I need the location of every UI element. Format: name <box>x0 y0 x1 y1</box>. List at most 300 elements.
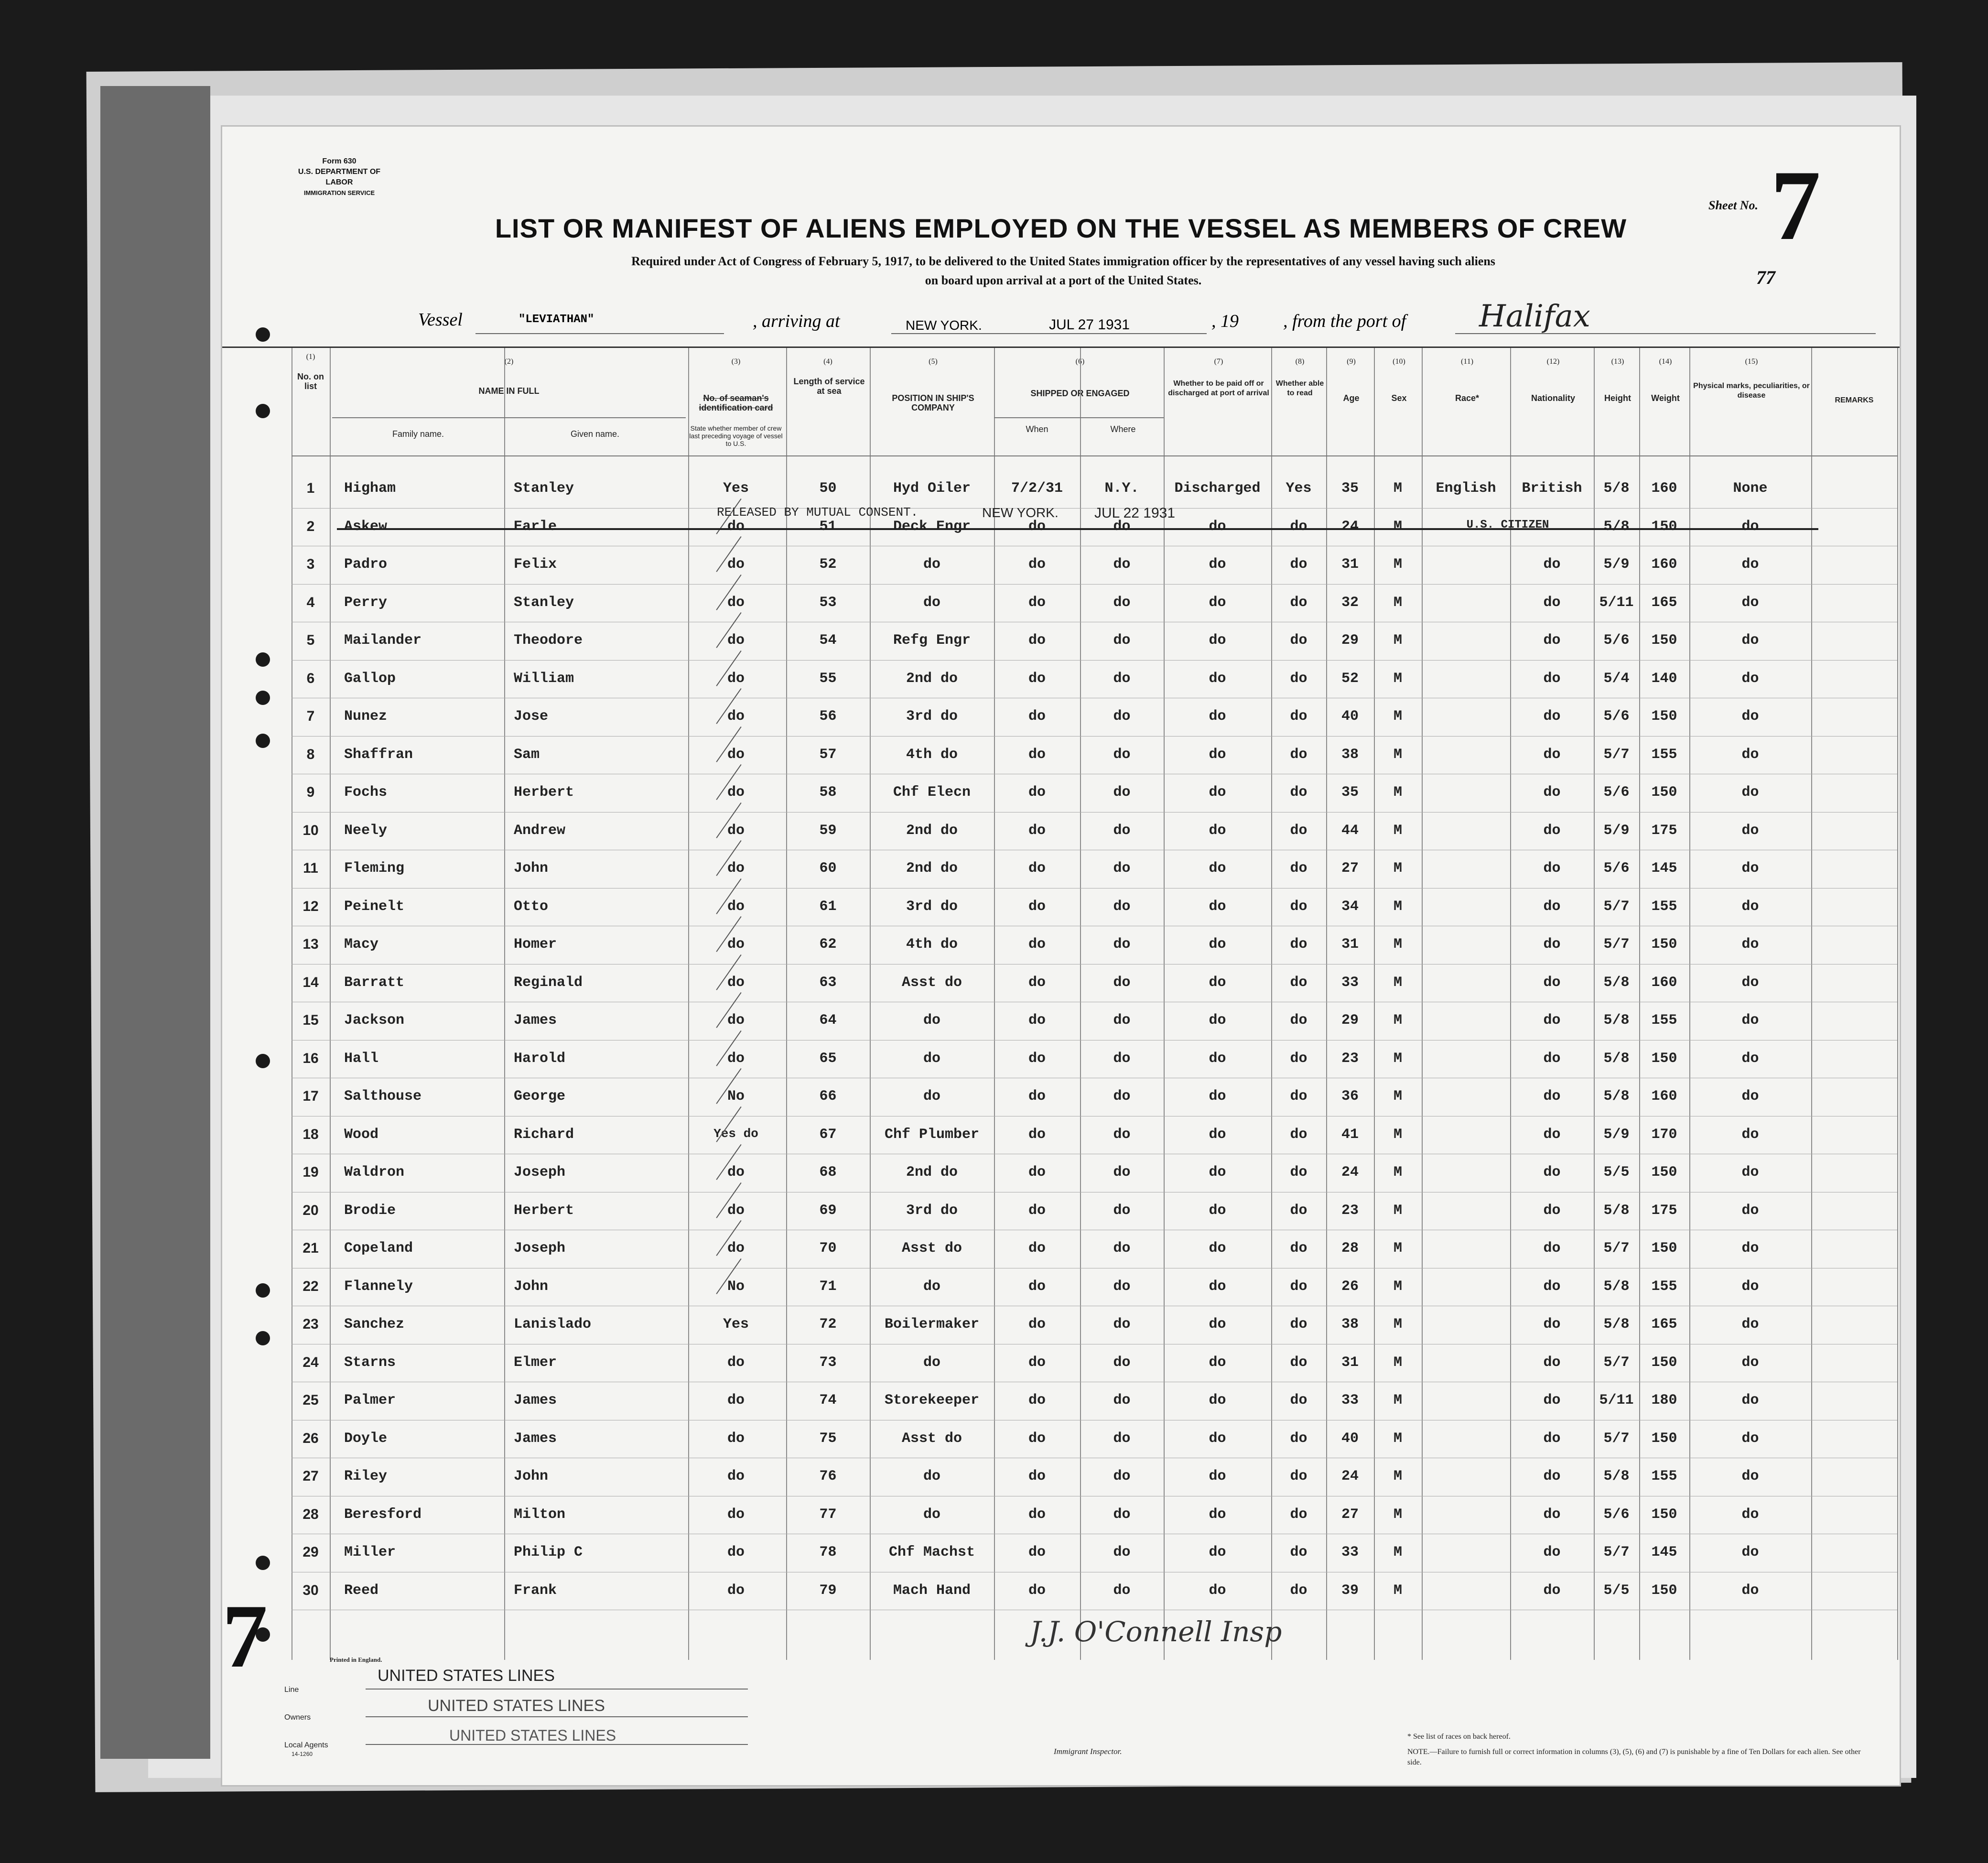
cell-nationality: do <box>1543 1164 1561 1181</box>
table-column-rule <box>1164 348 1165 1660</box>
cell-where: do <box>1113 1088 1131 1105</box>
cell-read: do <box>1290 1582 1307 1599</box>
cell-age: 36 <box>1341 1088 1359 1105</box>
cell-family: Salthouse <box>344 1088 422 1105</box>
cell-age: 34 <box>1341 898 1359 915</box>
cell-service: 72 <box>819 1316 837 1332</box>
cell-when: do <box>1028 1468 1046 1484</box>
cell-nationality: do <box>1543 1582 1561 1599</box>
cell-age: 44 <box>1341 822 1359 839</box>
release-stamp-date: JUL 22 1931 <box>1094 505 1176 521</box>
cell-position: Asst do <box>901 1240 962 1256</box>
row-number: 15 <box>303 1012 319 1028</box>
cell-given: Lanislado <box>514 1316 592 1332</box>
cell-where: do <box>1113 1012 1131 1029</box>
table-column-rule <box>1689 348 1690 1660</box>
cell-weight: 150 <box>1651 1354 1677 1371</box>
cell-read: do <box>1290 860 1307 877</box>
cell-where: do <box>1113 1544 1131 1560</box>
cell-service: 52 <box>819 556 837 573</box>
sheet-subnumber: 77 <box>1756 267 1775 288</box>
cell-height: 5/8 <box>1603 1012 1630 1029</box>
cell-read: do <box>1290 594 1307 611</box>
cell-position: do <box>923 1468 940 1484</box>
cell-paid: do <box>1209 860 1226 877</box>
cell-when: do <box>1028 1430 1046 1447</box>
cell-sex: M <box>1393 1012 1402 1029</box>
cell-given: Reginald <box>514 974 583 991</box>
cell-weight: 155 <box>1651 1012 1677 1029</box>
cell-crew: No <box>727 1088 745 1105</box>
row-number: 14 <box>303 974 319 990</box>
row-number: 21 <box>303 1240 319 1256</box>
cell-sex: M <box>1393 1316 1402 1332</box>
cell-marks: do <box>1741 632 1759 649</box>
cell-given: Frank <box>514 1582 557 1599</box>
row-number: 25 <box>303 1392 319 1408</box>
col-2-header: NAME IN FULL <box>478 386 540 396</box>
punch-hole <box>256 327 270 342</box>
cell-when: do <box>1028 822 1046 839</box>
row-number: 30 <box>303 1582 319 1598</box>
cell-where: do <box>1113 784 1131 801</box>
cell-read: do <box>1290 822 1307 839</box>
cell-crew: do <box>727 974 745 991</box>
release-stamp: RELEASED BY MUTUAL CONSENT. <box>717 505 918 520</box>
struck-row-line <box>337 528 1818 530</box>
cell-paid: do <box>1209 518 1226 535</box>
cell-position: Deck Engr <box>893 518 971 535</box>
cell-given: Richard <box>514 1126 574 1143</box>
row-number: 5 <box>306 632 315 648</box>
cell-sex: M <box>1393 1544 1402 1560</box>
cell-service: 62 <box>819 936 837 953</box>
cell-family: Wood <box>344 1126 379 1143</box>
table-column-rule <box>330 348 331 1660</box>
cell-family: Nunez <box>344 708 388 725</box>
cell-service: 54 <box>819 632 837 649</box>
cell-paid: do <box>1209 594 1226 611</box>
cell-where: do <box>1113 1202 1131 1219</box>
cell-family: Shaffran <box>344 746 413 763</box>
cell-weight: 155 <box>1651 1468 1677 1484</box>
cell-height: 5/7 <box>1603 1544 1630 1560</box>
cell-read: do <box>1290 1012 1307 1029</box>
cell-service: 71 <box>819 1278 837 1295</box>
cell-weight: 160 <box>1651 1088 1677 1105</box>
shipped-subheader-rule <box>994 417 1164 418</box>
cell-age: 35 <box>1341 784 1359 801</box>
arrival-date-stamp: JUL 27 1931 <box>1049 317 1130 333</box>
cell-paid: do <box>1209 1392 1226 1408</box>
cell-position: do <box>923 1278 940 1295</box>
cell-position: 4th do <box>906 746 958 763</box>
cell-marks: do <box>1741 1316 1759 1332</box>
cell-marks: do <box>1741 1278 1759 1295</box>
cell-read: do <box>1290 974 1307 991</box>
owners-value: UNITED STATES LINES <box>428 1697 605 1715</box>
cell-when: do <box>1028 594 1046 611</box>
cell-sex: M <box>1393 670 1402 687</box>
cell-family: Barratt <box>344 974 405 991</box>
cell-crew: do <box>727 1430 745 1447</box>
cell-when: 7/2/31 <box>1011 480 1063 497</box>
line-value: UNITED STATES LINES <box>378 1667 555 1685</box>
table-column-rule <box>688 348 689 1660</box>
cell-height: 5/6 <box>1603 860 1630 877</box>
cell-height: 5/5 <box>1603 1582 1630 1599</box>
cell-weight: 165 <box>1651 594 1677 611</box>
cell-given: Milton <box>514 1506 566 1523</box>
cell-where: do <box>1113 1468 1131 1484</box>
form-number: Form 630 <box>322 157 357 165</box>
cell-sex: M <box>1393 1392 1402 1408</box>
cell-service: 79 <box>819 1582 837 1599</box>
col-7-number: (7) <box>1214 357 1223 366</box>
cell-age: 23 <box>1341 1202 1359 1219</box>
cell-when: do <box>1028 746 1046 763</box>
cell-service: 55 <box>819 670 837 687</box>
cell-age: 31 <box>1341 1354 1359 1371</box>
cell-position: do <box>923 1088 940 1105</box>
col-14-header: Weight <box>1651 393 1680 403</box>
table-column-rule <box>1271 348 1272 1660</box>
cell-crew: do <box>727 1544 745 1560</box>
cell-weight: 150 <box>1651 936 1677 953</box>
cell-age: 52 <box>1341 670 1359 687</box>
cell-marks: do <box>1741 1088 1759 1105</box>
cell-weight: 175 <box>1651 1202 1677 1219</box>
cell-when: do <box>1028 1316 1046 1332</box>
cell-crew: do <box>727 1012 745 1029</box>
cell-when: do <box>1028 1202 1046 1219</box>
cell-crew: do <box>727 860 745 877</box>
col-7-header: Whether to be paid off or discharged at port of arrival <box>1168 379 1269 397</box>
cell-paid: do <box>1209 784 1226 801</box>
cell-given: Elmer <box>514 1354 557 1371</box>
cell-height: 5/6 <box>1603 784 1630 801</box>
cell-nationality: do <box>1543 784 1561 801</box>
cell-sex: M <box>1393 1506 1402 1523</box>
cell-given: Harold <box>514 1050 566 1067</box>
cell-position: 2nd do <box>906 822 958 839</box>
cell-service: 56 <box>819 708 837 725</box>
inspector-label: Immigrant Inspector. <box>1054 1747 1122 1756</box>
cell-service: 69 <box>819 1202 837 1219</box>
cell-service: 50 <box>819 480 837 497</box>
cell-position: Boilermaker <box>884 1316 980 1332</box>
cell-marks: do <box>1741 1392 1759 1408</box>
cell-when: do <box>1028 518 1046 535</box>
col-11-number: (11) <box>1460 357 1474 366</box>
cell-service: 51 <box>819 518 837 535</box>
owners-underline <box>366 1716 748 1717</box>
cell-paid: do <box>1209 1088 1226 1105</box>
row-number: 4 <box>306 594 315 610</box>
cell-where: do <box>1113 1050 1131 1067</box>
cell-position: 2nd do <box>906 1164 958 1181</box>
cell-when: do <box>1028 1582 1046 1599</box>
cell-family: Palmer <box>344 1392 396 1408</box>
cell-paid: do <box>1209 974 1226 991</box>
cell-given: Joseph <box>514 1164 566 1181</box>
cell-marks: do <box>1741 898 1759 915</box>
cell-given: Stanley <box>514 480 574 497</box>
cell-marks: do <box>1741 1126 1759 1143</box>
cell-read: do <box>1290 1202 1307 1219</box>
col-10-header: Sex <box>1391 393 1407 403</box>
col-5-number: (5) <box>929 357 938 366</box>
cell-age: 27 <box>1341 1506 1359 1523</box>
row-number: 23 <box>303 1316 319 1332</box>
cell-nationality: do <box>1543 1126 1561 1143</box>
cell-where: N.Y. <box>1104 480 1139 497</box>
cell-nationality: do <box>1543 936 1561 953</box>
cell-given: Theodore <box>514 632 583 649</box>
cell-service: 58 <box>819 784 837 801</box>
cell-weight: 175 <box>1651 822 1677 839</box>
cell-when: do <box>1028 898 1046 915</box>
col-11-header: Race* <box>1455 393 1480 403</box>
cell-nationality: do <box>1543 898 1561 915</box>
cell-sex: M <box>1393 1050 1402 1067</box>
cell-sex: M <box>1393 822 1402 839</box>
cell-height: 5/8 <box>1603 1088 1630 1105</box>
cell-sex: M <box>1393 1278 1402 1295</box>
cell-family: Beresford <box>344 1506 422 1523</box>
cell-family: Peinelt <box>344 898 405 915</box>
cell-paid: do <box>1209 1126 1226 1143</box>
cell-when: do <box>1028 1544 1046 1560</box>
cell-height: 5/7 <box>1603 1354 1630 1371</box>
cell-read: do <box>1290 1126 1307 1143</box>
cell-weight: 155 <box>1651 1278 1677 1295</box>
col-6-where-header: Where <box>1110 424 1136 434</box>
cell-nationality: do <box>1543 1278 1561 1295</box>
cell-age: 35 <box>1341 480 1359 497</box>
cell-age: 31 <box>1341 556 1359 573</box>
cell-paid: do <box>1209 632 1226 649</box>
row-number: 26 <box>303 1430 319 1446</box>
sheet-label: Sheet No. <box>1708 198 1758 212</box>
agents-label: Local Agents <box>284 1741 328 1749</box>
cell-paid: do <box>1209 1468 1226 1484</box>
cell-where: do <box>1113 936 1131 953</box>
table-column-rule <box>1326 348 1327 1660</box>
cell-nationality: do <box>1543 860 1561 877</box>
cell-sex: M <box>1393 974 1402 991</box>
cell-weight: 160 <box>1651 974 1677 991</box>
cell-marks: do <box>1741 1240 1759 1256</box>
cell-position: Storekeeper <box>884 1392 980 1408</box>
cell-nationality: do <box>1543 746 1561 763</box>
cell-marks: do <box>1741 1202 1759 1219</box>
cell-where: do <box>1113 974 1131 991</box>
cell-when: do <box>1028 1240 1046 1256</box>
cell-marks: do <box>1741 594 1759 611</box>
cell-age: 39 <box>1341 1582 1359 1599</box>
cell-read: Yes <box>1286 480 1312 497</box>
cell-paid: do <box>1209 1012 1226 1029</box>
cell-marks: do <box>1741 974 1759 991</box>
cell-sex: M <box>1393 1430 1402 1447</box>
cell-where: do <box>1113 1582 1131 1599</box>
cell-position: do <box>923 1012 940 1029</box>
cell-nationality: do <box>1543 974 1561 991</box>
cell-crew: Yes do <box>713 1126 758 1141</box>
cell-height: 5/7 <box>1603 898 1630 915</box>
cell-position: Asst do <box>901 1430 962 1447</box>
page-title: LIST OR MANIFEST OF ALIENS EMPLOYED ON THE VESSEL AS MEMBERS OF CREW <box>495 213 1627 243</box>
cell-when: do <box>1028 1354 1046 1371</box>
cell-weight: 170 <box>1651 1126 1677 1143</box>
row-number: 18 <box>303 1126 319 1142</box>
cell-height: 5/7 <box>1603 746 1630 763</box>
cell-paid: do <box>1209 1050 1226 1067</box>
cell-position: 2nd do <box>906 670 958 687</box>
col-4-number: (4) <box>823 357 832 366</box>
name-subheader-rule <box>332 417 686 418</box>
cell-when: do <box>1028 708 1046 725</box>
year-label: , 19 <box>1211 311 1239 331</box>
row-number: 12 <box>303 898 319 914</box>
table-column-rule <box>504 348 505 1660</box>
col-14-number: (14) <box>1659 357 1672 366</box>
col-15-number: (15) <box>1745 357 1758 366</box>
cell-given: William <box>514 670 574 687</box>
cell-read: do <box>1290 1278 1307 1295</box>
sheet-number: 7 <box>1771 150 1821 261</box>
cell-given: Otto <box>514 898 549 915</box>
row-number: 8 <box>306 746 315 762</box>
row-number: 11 <box>303 860 318 876</box>
cell-paid: do <box>1209 1430 1226 1447</box>
cell-weight: 150 <box>1651 1164 1677 1181</box>
cell-read: do <box>1290 632 1307 649</box>
cell-age: 38 <box>1341 1316 1359 1332</box>
row-number: 3 <box>306 556 315 572</box>
cell-sex: M <box>1393 594 1402 611</box>
cell-when: do <box>1028 860 1046 877</box>
cell-nationality: do <box>1543 708 1561 725</box>
cell-when: do <box>1028 1012 1046 1029</box>
cell-nationality: do <box>1543 1544 1561 1560</box>
cell-where: do <box>1113 860 1131 877</box>
cell-read: do <box>1290 1544 1307 1560</box>
cell-family: Fleming <box>344 860 405 877</box>
cell-nationality: do <box>1543 556 1561 573</box>
cell-paid: do <box>1209 556 1226 573</box>
cell-sex: M <box>1393 1126 1402 1143</box>
cell-service: 53 <box>819 594 837 611</box>
cell-family: Mailander <box>344 632 422 649</box>
col-9-header: Age <box>1343 393 1360 403</box>
cell-family: Miller <box>344 1544 396 1560</box>
cell-when: do <box>1028 974 1046 991</box>
table-column-rule <box>1374 348 1375 1660</box>
cell-sex: M <box>1393 1582 1402 1599</box>
cell-crew: do <box>727 1468 745 1484</box>
cell-position: Asst do <box>901 974 962 991</box>
cell-given: Herbert <box>514 784 574 801</box>
table-column-rule <box>1080 348 1081 1660</box>
row-number: 24 <box>303 1354 319 1370</box>
cell-given: Earle <box>514 518 557 535</box>
cell-position: 3rd do <box>906 898 958 915</box>
cell-position: do <box>923 594 940 611</box>
cell-paid: do <box>1209 708 1226 725</box>
cell-family: Starns <box>344 1354 396 1371</box>
cell-age: 33 <box>1341 1544 1359 1560</box>
cell-where: do <box>1113 1392 1131 1408</box>
cell-height: 5/7 <box>1603 1430 1630 1447</box>
cell-nationality: do <box>1543 1012 1561 1029</box>
vessel-underline <box>475 333 724 334</box>
table-column-rule <box>1811 348 1812 1660</box>
cell-sex: M <box>1393 1088 1402 1105</box>
cell-read: do <box>1290 708 1307 725</box>
cell-marks: do <box>1741 1354 1759 1371</box>
cell-family: Flannely <box>344 1278 413 1295</box>
row-number: 29 <box>303 1544 319 1560</box>
cell-sex: M <box>1393 1354 1402 1371</box>
cell-family: Copeland <box>344 1240 413 1256</box>
from-port-label: , from the port of <box>1283 311 1406 331</box>
col-13-number: (13) <box>1611 357 1624 366</box>
cell-when: do <box>1028 1126 1046 1143</box>
cell-age: 31 <box>1341 936 1359 953</box>
table-column-rule <box>786 348 787 1660</box>
cell-read: do <box>1290 1088 1307 1105</box>
cell-age: 24 <box>1341 1164 1359 1181</box>
cell-given: Jose <box>514 708 549 725</box>
cell-position: do <box>923 1354 940 1371</box>
cell-paid: do <box>1209 1354 1226 1371</box>
col-3-number: (3) <box>731 357 741 366</box>
cell-weight: 155 <box>1651 898 1677 915</box>
cell-family: Perry <box>344 594 388 611</box>
cell-marks: do <box>1741 1468 1759 1484</box>
cell-service: 60 <box>819 860 837 877</box>
cell-nationality: do <box>1543 1392 1561 1408</box>
cell-position: 3rd do <box>906 1202 958 1219</box>
col-family-header: Family name. <box>392 429 444 439</box>
cell-crew: do <box>727 670 745 687</box>
col-6-number: (6) <box>1075 357 1085 366</box>
cell-crew: do <box>727 898 745 915</box>
cell-where: do <box>1113 632 1131 649</box>
row-number: 27 <box>303 1468 319 1484</box>
cell-nationality: do <box>1543 1430 1561 1447</box>
form-department: U.S. DEPARTMENT OF LABOR <box>298 168 381 186</box>
cell-when: do <box>1028 1506 1046 1523</box>
cell-where: do <box>1113 518 1131 535</box>
cell-height: 5/6 <box>1603 708 1630 725</box>
col-given-header: Given name. <box>570 429 620 439</box>
cell-height: 5/8 <box>1603 1316 1630 1332</box>
cell-family: Gallop <box>344 670 396 687</box>
cell-sex: M <box>1393 898 1402 915</box>
cell-nationality: do <box>1543 670 1561 687</box>
cell-age: 32 <box>1341 594 1359 611</box>
cell-service: 75 <box>819 1430 837 1447</box>
cell-age: 26 <box>1341 1278 1359 1295</box>
cell-given: Philip C <box>514 1544 583 1560</box>
release-stamp-place: NEW YORK. <box>982 505 1059 520</box>
cell-height: 5/9 <box>1603 822 1630 839</box>
cell-read: do <box>1290 1316 1307 1332</box>
cell-sex: M <box>1393 746 1402 763</box>
